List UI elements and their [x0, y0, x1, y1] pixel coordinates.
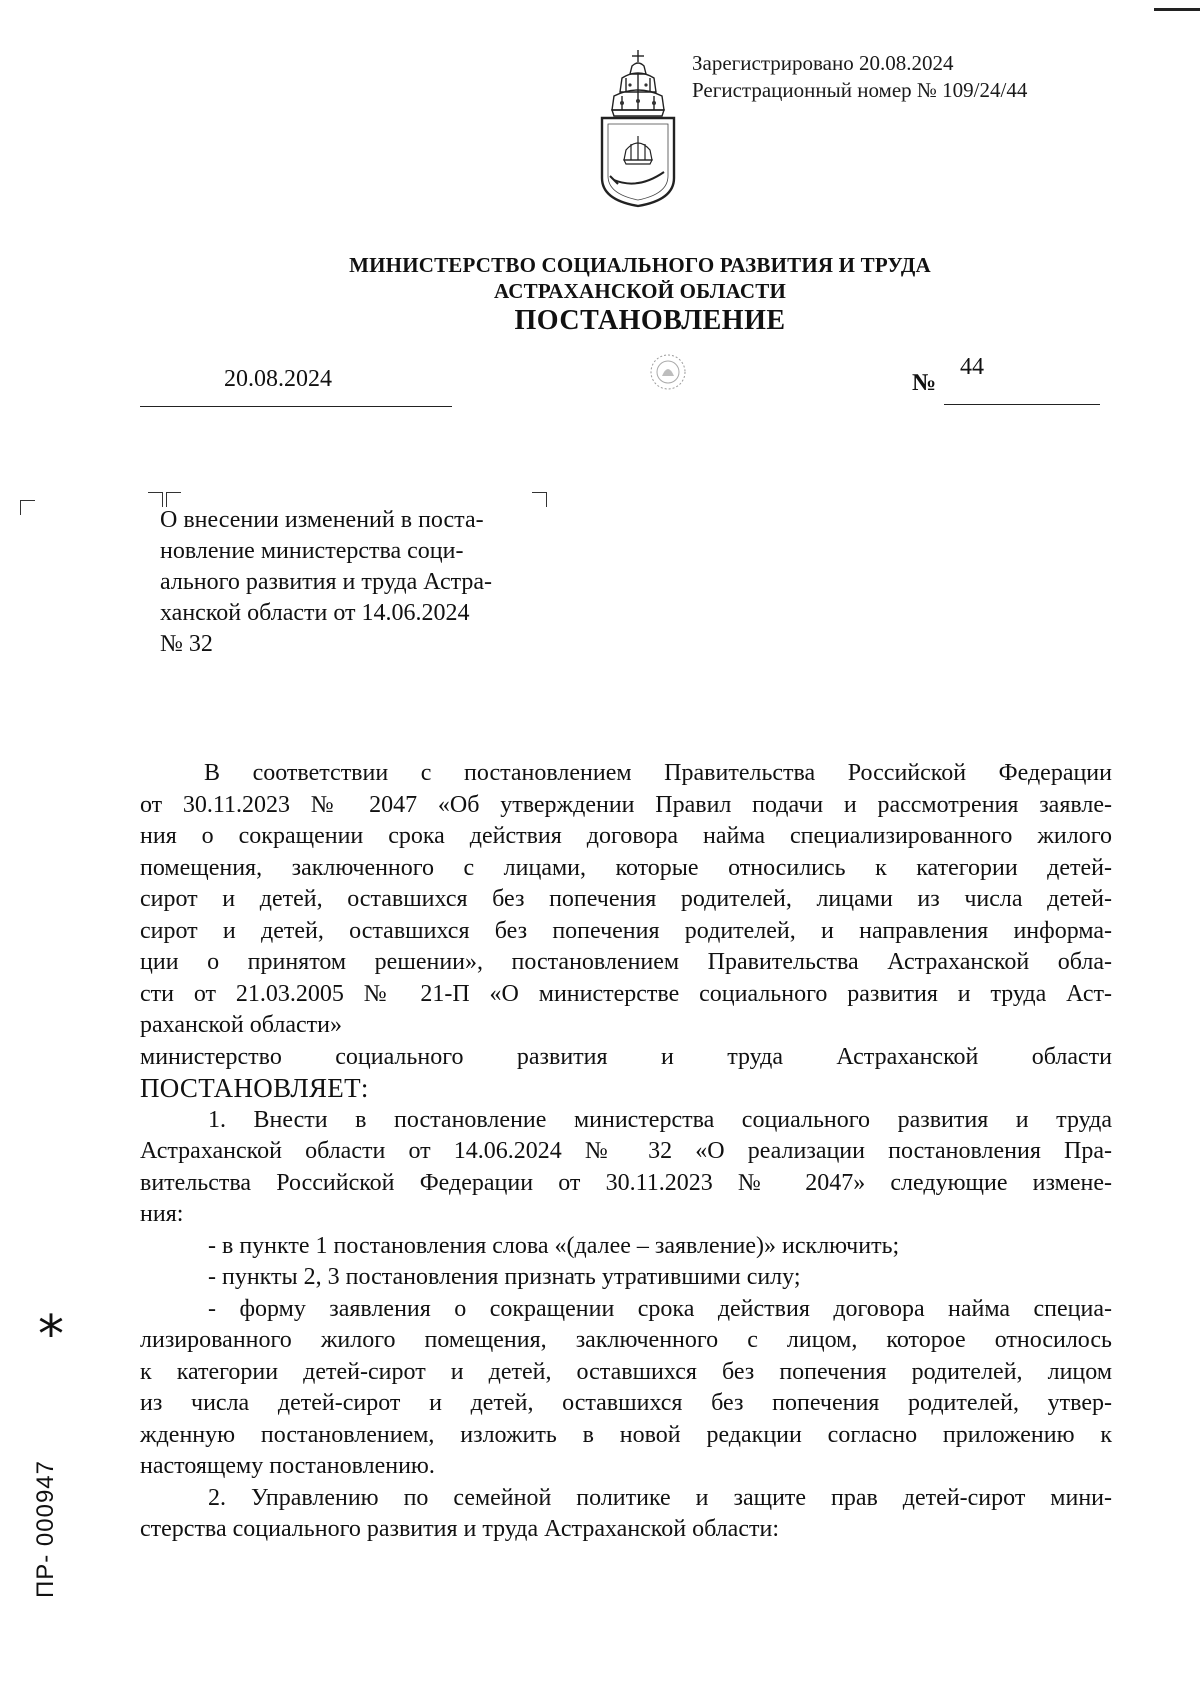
subject-line: ханской области от 14.06.2024 — [160, 600, 470, 626]
scan-edge-mark — [1154, 8, 1200, 11]
corner-mark-left — [20, 500, 35, 515]
bullet3-line: - форму заявления о сокращении срока действия договора найма специа- — [208, 1295, 1112, 1322]
bullet3-line: настоящему постановлению. — [140, 1453, 435, 1479]
ministry-name-line1: МИНИСТЕРСТВО СОЦИАЛЬНОГО РАЗВИТИЯ И ТРУДА — [349, 253, 931, 277]
ministry-name-line2: АСТРАХАНСКОЙ ОБЛАСТИ — [493, 279, 787, 303]
document-date: 20.08.2024 — [224, 366, 332, 392]
item1-line: ния: — [140, 1201, 184, 1227]
bullet-2: - пункты 2, 3 постановления признать утратившими силу; — [208, 1264, 801, 1290]
preamble-line: сирот и детей, оставшихся без попечения родителей, и направления информа- — [140, 917, 1112, 944]
bullet3-line: лизированного жилого помещения, заключенного с лицом, которое относилось — [140, 1327, 1112, 1353]
bullet3-line: жденную постановлением, изложить в новой редакции согласно приложению к — [140, 1421, 1112, 1448]
ministry-subject-line: министерство социального развития и труда Астраханской области — [140, 1043, 1112, 1070]
bullet3-line: к категории детей-сирот и детей, оставшихся без попечения родителей, лицом — [140, 1358, 1112, 1385]
preamble-line: помещения, заключенного с лицами, которые относились к категории детей- — [140, 854, 1112, 881]
preamble-line: сирот и детей, оставшихся без попечения родителей, лицами из числа детей- — [140, 886, 1112, 912]
preamble-line: ции о принятом решении», постановлением Правительства Астраханской обла- — [140, 949, 1112, 975]
subject-line: О внесении изменений в поста- — [160, 507, 484, 533]
margin-asterisk: * — [38, 1305, 64, 1365]
item1-line: вительства Российской Федерации от 30.11.2023 № 2047» следующие измене- — [140, 1169, 1112, 1196]
registration-block — [692, 50, 1027, 104]
subject-line: ального развития и труда Астра- — [160, 569, 493, 595]
registration-date: Зарегистрировано 20.08.2024 — [692, 51, 954, 75]
item1-line: 1. Внести в постановление министерства социального развития и труда — [208, 1106, 1112, 1133]
document-number: 44 — [960, 354, 984, 380]
document-number-field — [944, 354, 1100, 405]
bullet-1: - в пункте 1 постановления слова «(далее – заявление)» исключить; — [208, 1232, 900, 1259]
document-type-title: ПОСТАНОВЛЕНИЕ — [514, 305, 786, 336]
decree-word: ПОСТАНОВЛЯЕТ: — [140, 1073, 369, 1103]
preamble-line: ния о сокращении срока действия договора найма специализированного жилого — [140, 823, 1112, 849]
registration-number: Регистрационный номер № 109/24/44 — [692, 78, 1028, 102]
small-seal-icon — [646, 350, 690, 394]
document-date-field — [140, 364, 452, 407]
subject-block — [160, 505, 562, 660]
serial-number: ПР- 000947 — [32, 1459, 59, 1598]
item2-line: стерства социального развития и труда Астраханской области: — [140, 1516, 779, 1542]
bullet3-line: из числа детей-сирот и детей, оставшихся без попечения родителей, утвер- — [140, 1390, 1112, 1416]
preamble-line: В соответствии с постановлением Правительства Российской Федерации — [204, 760, 1112, 786]
preamble-line: сти от 21.03.2005 № 21-П «О министерстве социального развития и труда Аст- — [140, 980, 1112, 1007]
item2-line: 2. Управлению по семейной политике и защите прав детей-сирот мини- — [208, 1484, 1112, 1511]
document-number-label: № — [912, 370, 937, 396]
subject-line: новление министерства соци- — [160, 538, 464, 564]
preamble-line: от 30.11.2023 № 2047 «Об утверждении Правил подачи и рассмотрения заявле- — [140, 791, 1112, 818]
document-body — [140, 758, 1112, 1546]
subject-line: № 32 — [160, 631, 213, 657]
item1-line: Астраханской области от 14.06.2024 № 32 «О реализации постановления Пра- — [140, 1138, 1112, 1164]
preamble-line: раханской области» — [140, 1012, 342, 1038]
coat-of-arms-icon — [592, 48, 684, 208]
